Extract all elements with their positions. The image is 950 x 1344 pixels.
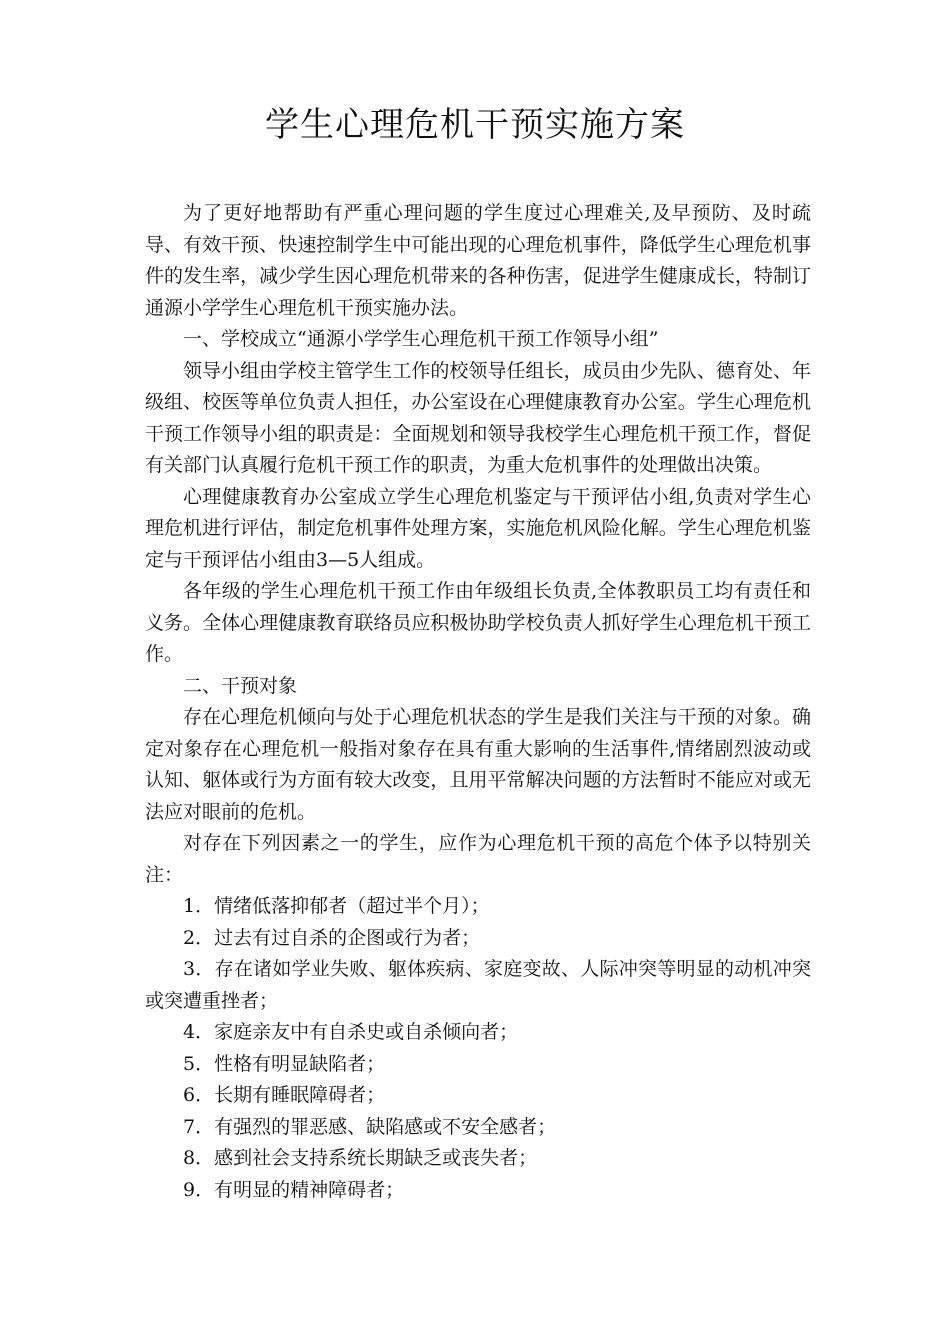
list-item: 7．有强烈的罪恶感、缺陷感或不安全感者； — [183, 1115, 557, 1138]
section-heading-2: 二、干预对象 — [183, 674, 298, 697]
paragraph-risk-intro: 对存在下列因素之一的学生，应作为心理危机干预的高危个体予以特别关注： — [145, 832, 811, 886]
document-body — [145, 198, 811, 1206]
list-item: 9．有明显的精神障碍者； — [183, 1178, 405, 1201]
list-item: 8．感到社会支持系统长期缺乏或丧失者； — [183, 1147, 538, 1169]
paragraph-leadership: 领导小组由学校主管学生工作的校领导任组长，成员由少先队、德育处、年级组、校医等单位负责人担任，办公室设在心理健康教育办公室。学生心理危机干预工作领导小组的职责是：全面规划和领导我校学生心理危机干预工作，督促有关部门认真履行危机干预工作的职责，为重大危机事件的处理做出决策。 — [145, 359, 811, 476]
list-item: 1．情绪低落抑郁者（超过半个月）； — [183, 895, 490, 917]
list-item: 4．家庭亲友中有自杀史或自杀倾向者； — [183, 1021, 519, 1043]
list-item: 5．性格有明显缺陷者； — [183, 1052, 386, 1075]
paragraph-office: 心理健康教育办公室成立学生心理危机鉴定与干预评估小组,负责对学生心理危机进行评估，制定危机事件处理方案，实施危机风险化解。学生心理危机鉴定与干预评估小组由3—5人组成。 — [145, 485, 811, 571]
document-title: 学生心理危机干预实施方案 — [265, 105, 685, 145]
list-item: 6．长期有睡眠障碍者； — [183, 1084, 386, 1106]
paragraph-targets: 存在心理危机倾向与处于心理危机状态的学生是我们关注与干预的对象。确定对象存在心理危机一般指对象存在具有重大影响的生活事件,情绪剧烈波动或认知、躯体或行为方面有较大改变，且用平常解决问题的方法暂时不能应对或无法应对眼前的危机。 — [145, 706, 811, 823]
paragraph-grades: 各年级的学生心理危机干预工作由年级组长负责,全体教职员工均有责任和义务。全体心理健康教育联络员应积极协助学校负责人抓好学生心理危机干预工作。 — [145, 580, 811, 665]
list-item: 2．过去有过自杀的企图或行为者； — [183, 926, 481, 949]
paragraph-intro: 为了更好地帮助有严重心理问题的学生度过心理难关,及早预防、及时疏导、有效干预、快速控制学生中可能出现的心理危机事件，降低学生心理危机事件的发生率，减少学生因心理危机带来的各种伤害，促进学生健康成长，特制订通源小学学生心理危机干预实施办法。 — [145, 202, 811, 319]
list-item: 3．存在诸如学业失败、躯体疾病、家庭变故、人际冲突等明显的动机冲突或突遭重挫者； — [145, 958, 811, 1012]
section-heading-1: 一、学校成立“通源小学学生心理危机干预工作领导小组” — [183, 328, 659, 350]
